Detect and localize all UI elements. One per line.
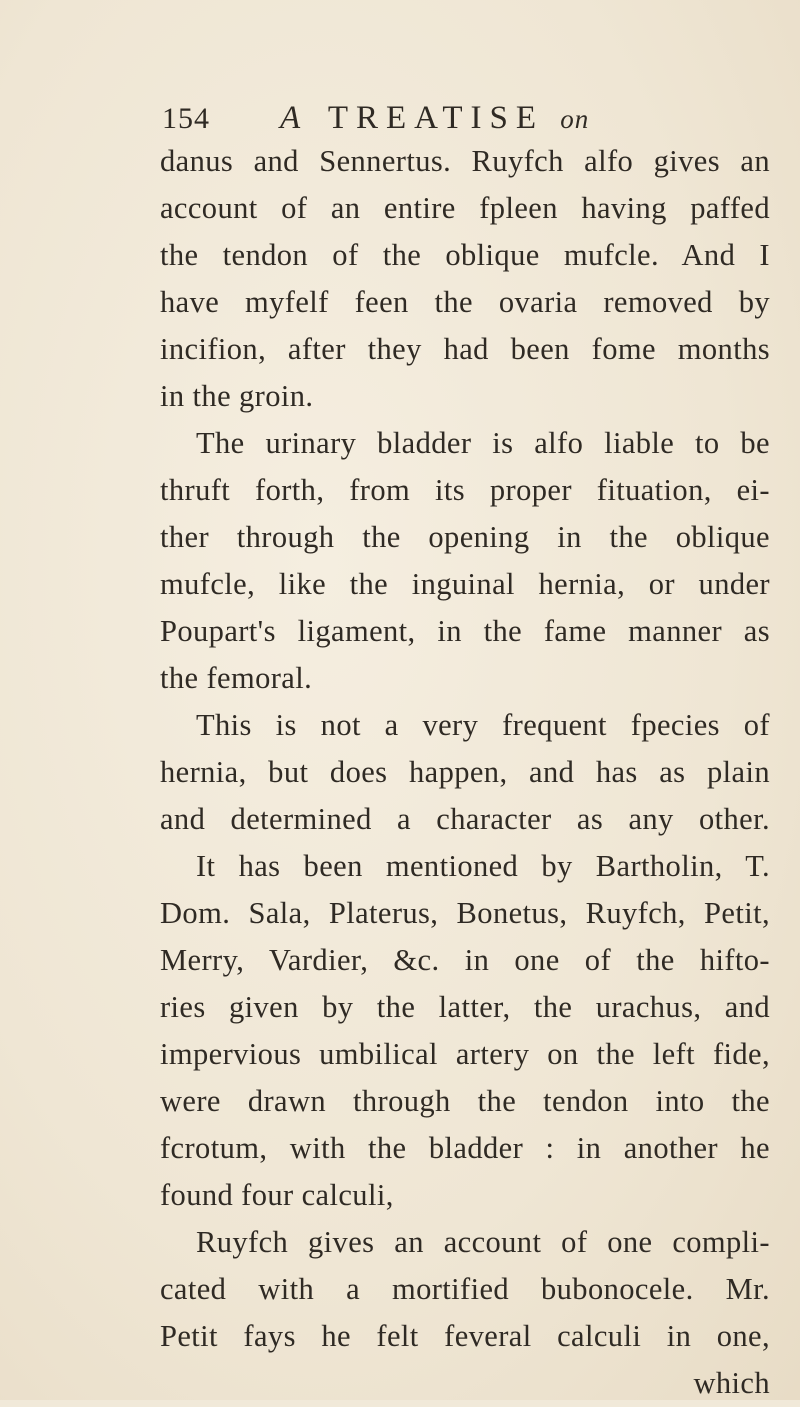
text-line: Petit fays he felt feveral calculi in one, bbox=[160, 1319, 770, 1353]
running-head-article: A bbox=[280, 100, 313, 136]
running-head-title: TREATISE bbox=[327, 100, 544, 136]
text-line: have myfelf feen the ovaria removed by bbox=[160, 285, 770, 319]
text-line: This is not a very frequent fpecies of bbox=[196, 708, 770, 742]
text-line: in the groin. bbox=[160, 379, 314, 413]
text-line: ther through the opening in the oblique bbox=[160, 520, 770, 554]
text-line: Dom. Sala, Platerus, Bonetus, Ruyfch, Petit, bbox=[160, 896, 770, 930]
text-line: the femoral. bbox=[160, 661, 313, 695]
text-line: found four calculi, bbox=[160, 1178, 394, 1212]
text-line: fcrotum, with the bladder : in another he bbox=[160, 1131, 770, 1165]
running-head bbox=[280, 100, 589, 137]
text-line: Ruyfch gives an account of one compli- bbox=[196, 1225, 770, 1259]
text-line: the tendon of the oblique mufcle. And I bbox=[160, 238, 770, 272]
text-line: hernia, but does happen, and has as plain bbox=[160, 755, 770, 789]
text-line: cated with a mortified bubonocele. Mr. bbox=[160, 1272, 770, 1306]
running-head-suffix: on bbox=[560, 104, 590, 134]
text-line: The urinary bladder is alfo liable to be bbox=[196, 426, 770, 460]
text-line: thruft forth, from its proper fituation, ei- bbox=[160, 473, 770, 507]
text-line: and determined a character as any other. bbox=[160, 802, 770, 836]
text-line: impervious umbilical artery on the left fide, bbox=[160, 1037, 770, 1071]
text-line: danus and Sennertus. Ruyfch alfo gives an bbox=[160, 144, 770, 178]
text-line: It has been mentioned by Bartholin, T. bbox=[196, 849, 770, 883]
page-header bbox=[162, 100, 722, 140]
text-line: mufcle, like the inguinal hernia, or under bbox=[160, 567, 770, 601]
text-line: were drawn through the tendon into the bbox=[160, 1084, 770, 1118]
catchword: which bbox=[693, 1366, 770, 1400]
page-number: 154 bbox=[162, 102, 210, 135]
text-line: Merry, Vardier, &c. in one of the hifto- bbox=[160, 943, 770, 977]
text-line: account of an entire fpleen having paffed bbox=[160, 191, 770, 225]
text-line: ries given by the latter, the urachus, and bbox=[160, 990, 770, 1024]
body-text bbox=[160, 138, 770, 1407]
text-line: Poupart's ligament, in the fame manner as bbox=[160, 614, 770, 648]
text-line: incifion, after they had been fome months bbox=[160, 332, 770, 366]
